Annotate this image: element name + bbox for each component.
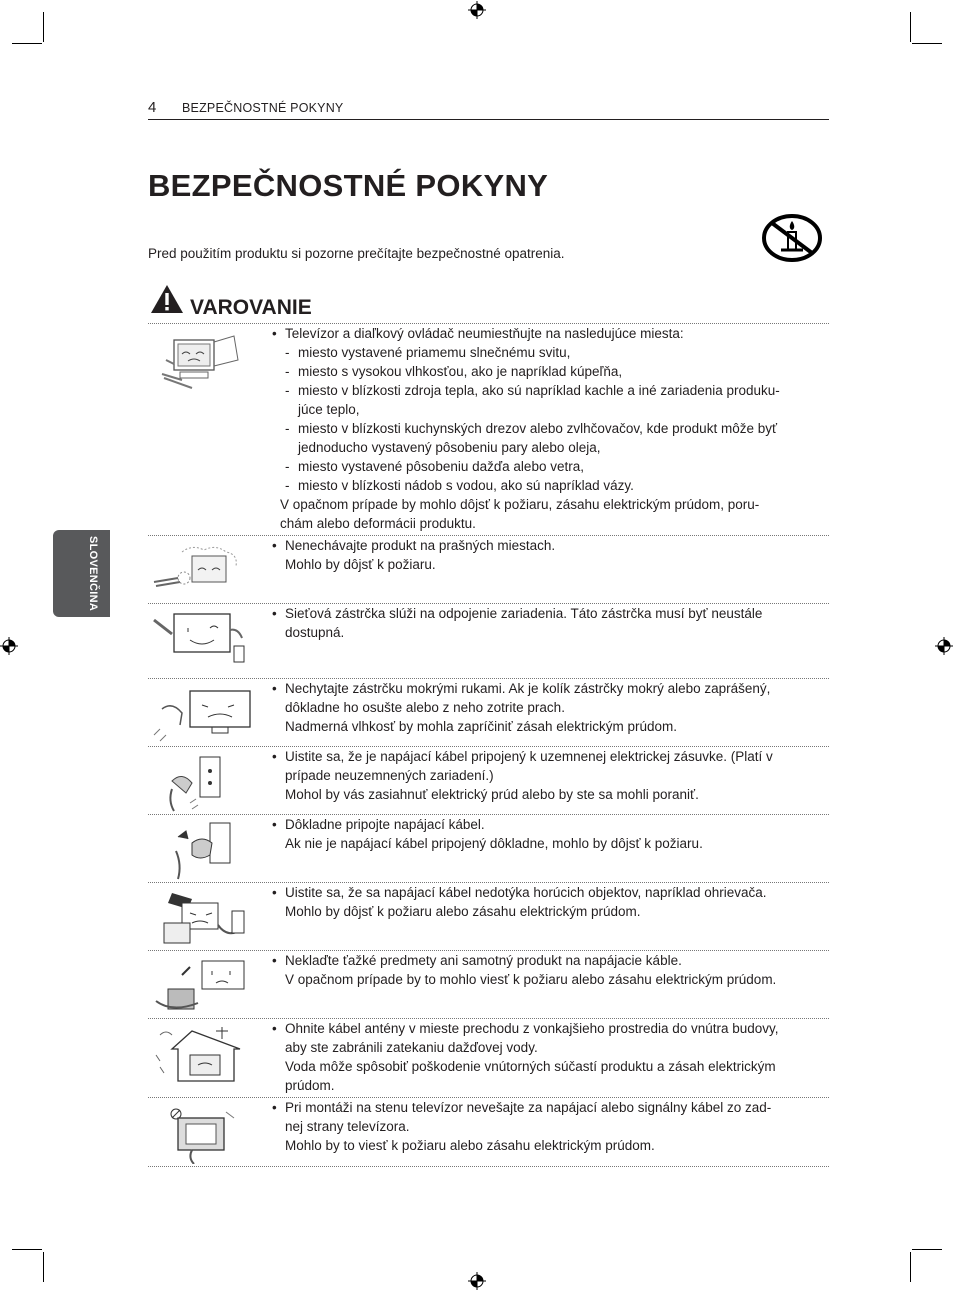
row-dash-item: - miesto v blízkosti nádob s vodou, ako sú napríklad vázy. bbox=[272, 476, 824, 495]
heavy-object-cable-illustration bbox=[152, 957, 250, 1017]
plug-access-illustration bbox=[152, 610, 256, 672]
crop-mark bbox=[43, 1252, 44, 1282]
tv-placement-illustration bbox=[152, 330, 242, 392]
grounded-outlet-illustration bbox=[152, 753, 244, 813]
row-text-line: prípade neuzemnených zariadení.) bbox=[285, 768, 494, 783]
safety-row bbox=[148, 950, 829, 1018]
row-text-line: dostupná. bbox=[285, 625, 345, 640]
safety-row bbox=[148, 535, 829, 603]
row-bullet-text: • Uistite sa, že sa napájací kábel nedotýka horúcich objektov, napríklad ohrievača. bbox=[272, 883, 824, 902]
safety-row bbox=[148, 814, 829, 882]
intro-text: Pred použitím produktu si pozorne prečítajte bezpečnostné opatrenia. bbox=[148, 246, 565, 261]
safety-row bbox=[148, 323, 829, 535]
row-bullet-text: • Dôkladne pripojte napájací kábel. bbox=[272, 815, 824, 834]
row-consequence-text: chám alebo deformácii produktu. bbox=[280, 516, 476, 531]
row-dash-item: - miesto s vysokou vlhkosťou, ako je napríklad kúpeľňa, bbox=[272, 362, 824, 381]
registration-mark-icon bbox=[468, 1, 486, 19]
row-bullet-text: • Nenechávajte produkt na prašných miestach. bbox=[272, 536, 824, 555]
crop-mark bbox=[12, 1249, 42, 1250]
plug-insert-illustration bbox=[152, 821, 244, 881]
row-dash-item: - miesto v blízkosti zdroja tepla, ako sú napríklad kachle a iné zariadenia produku- bbox=[272, 381, 824, 400]
safety-row bbox=[148, 678, 829, 746]
crop-mark bbox=[12, 43, 42, 44]
row-dash-item: - miesto v blízkosti kuchynských drezov alebo zvlhčovačov, kde produkt môže byť bbox=[272, 419, 824, 438]
row-bullet-text: • Pri montáži na stenu televízor nevešajte za napájací alebo signálny kábel zo zad- bbox=[272, 1098, 824, 1117]
row-text-line: Voda môže spôsobiť poškodenie vnútorných súčastí produktu a zásah elektrickým bbox=[285, 1059, 776, 1074]
row-bullet-text: • Ohnite kábel antény v mieste prechodu z vonkajšieho prostredia do vnútra budovy, bbox=[272, 1019, 824, 1038]
row-bullet-text: • Uistite sa, že je napájací kábel pripojený k uzemnenej elektrickej zásuvke. (Platí v bbox=[272, 747, 824, 766]
page-title: BEZPEČNOSTNÉ POKYNY bbox=[148, 168, 549, 203]
registration-mark-icon bbox=[468, 1272, 486, 1290]
antenna-cable-illustration bbox=[152, 1025, 248, 1091]
no-candle-icon bbox=[761, 212, 823, 264]
registration-mark-icon bbox=[935, 637, 953, 655]
row-text-line: Mohlo by dôjsť k požiaru. bbox=[285, 557, 436, 572]
row-text-line: V opačnom prípade by to mohlo viesť k požiaru alebo zásahu elektrickým prúdom. bbox=[285, 972, 777, 987]
crop-mark bbox=[912, 43, 942, 44]
heater-cable-illustration bbox=[152, 889, 250, 949]
row-text-line: prúdom. bbox=[285, 1078, 335, 1093]
safety-row bbox=[148, 882, 829, 950]
row-text-line: Nadmerná vlhkosť by mohla zapríčiniť zásah elektrickým prúdom. bbox=[285, 719, 678, 734]
dusty-tv-illustration bbox=[152, 542, 244, 598]
row-bullet-text: • Televízor a diaľkový ovládač neumiestňujte na nasledujúce miesta: bbox=[272, 324, 824, 343]
language-tab-label: SLOVENČINA bbox=[87, 536, 99, 612]
row-dash-item: - miesto vystavené pôsobeniu dažďa alebo vetra, bbox=[272, 457, 824, 476]
crop-mark bbox=[912, 1249, 942, 1250]
row-text-line: Mohol by vás zasiahnuť elektrický prúd alebo by ste sa mohli poraniť. bbox=[285, 787, 699, 802]
row-bullet-text: • Neklaďte ťažké predmety ani samotný produkt na napájacie káble. bbox=[272, 951, 824, 970]
row-consequence-text: V opačnom prípade by mohlo dôjsť k požiaru, zásahu elektrickým prúdom, poru- bbox=[280, 497, 760, 512]
row-bullet-text: • Nechytajte zástrčku mokrými rukami. Ak je kolík zástrčky mokrý alebo zaprášený, bbox=[272, 679, 824, 698]
safety-row bbox=[148, 603, 829, 678]
page-number: 4 bbox=[148, 99, 157, 116]
warning-heading: VAROVANIE bbox=[190, 296, 312, 319]
registration-mark-icon bbox=[0, 637, 18, 655]
crop-mark bbox=[43, 12, 44, 42]
row-text-line: Ak nie je napájací kábel pripojený dôkladne, mohlo by dôjsť k požiaru. bbox=[285, 836, 703, 851]
row-dash-item: - miesto vystavené priamemu slnečnému svitu, bbox=[272, 343, 824, 362]
row-text-line: nej strany televízora. bbox=[285, 1119, 410, 1134]
crop-mark bbox=[910, 12, 911, 42]
safety-row bbox=[148, 746, 829, 814]
wet-hands-illustration bbox=[152, 685, 258, 745]
header-rule bbox=[148, 119, 829, 120]
row-dash-continuation: júce teplo, bbox=[298, 402, 360, 417]
crop-mark bbox=[910, 1252, 911, 1282]
safety-row bbox=[148, 1097, 829, 1167]
row-text-line: Mohlo by to viesť k požiaru alebo zásahu elektrickým prúdom. bbox=[285, 1138, 655, 1153]
warning-triangle-icon bbox=[150, 284, 184, 314]
row-text-line: dôkladne ho osušte alebo z neho zotrite prach. bbox=[285, 700, 565, 715]
row-dash-continuation: jednoducho vystavený pôsobeniu pary alebo oleja, bbox=[298, 440, 601, 455]
row-text-line: aby ste zabránili zatekaniu dažďovej vody. bbox=[285, 1040, 538, 1055]
safety-row bbox=[148, 1018, 829, 1097]
running-title: BEZPEČNOSTNÉ POKYNY bbox=[182, 101, 344, 115]
row-text-line: Mohlo by dôjsť k požiaru alebo zásahu elektrickým prúdom. bbox=[285, 904, 641, 919]
row-bullet-text: • Sieťová zástrčka slúži na odpojenie zariadenia. Táto zástrčka musí byť neustále bbox=[272, 604, 824, 623]
language-tab bbox=[53, 530, 110, 617]
wall-mount-cable-illustration bbox=[152, 1104, 242, 1164]
